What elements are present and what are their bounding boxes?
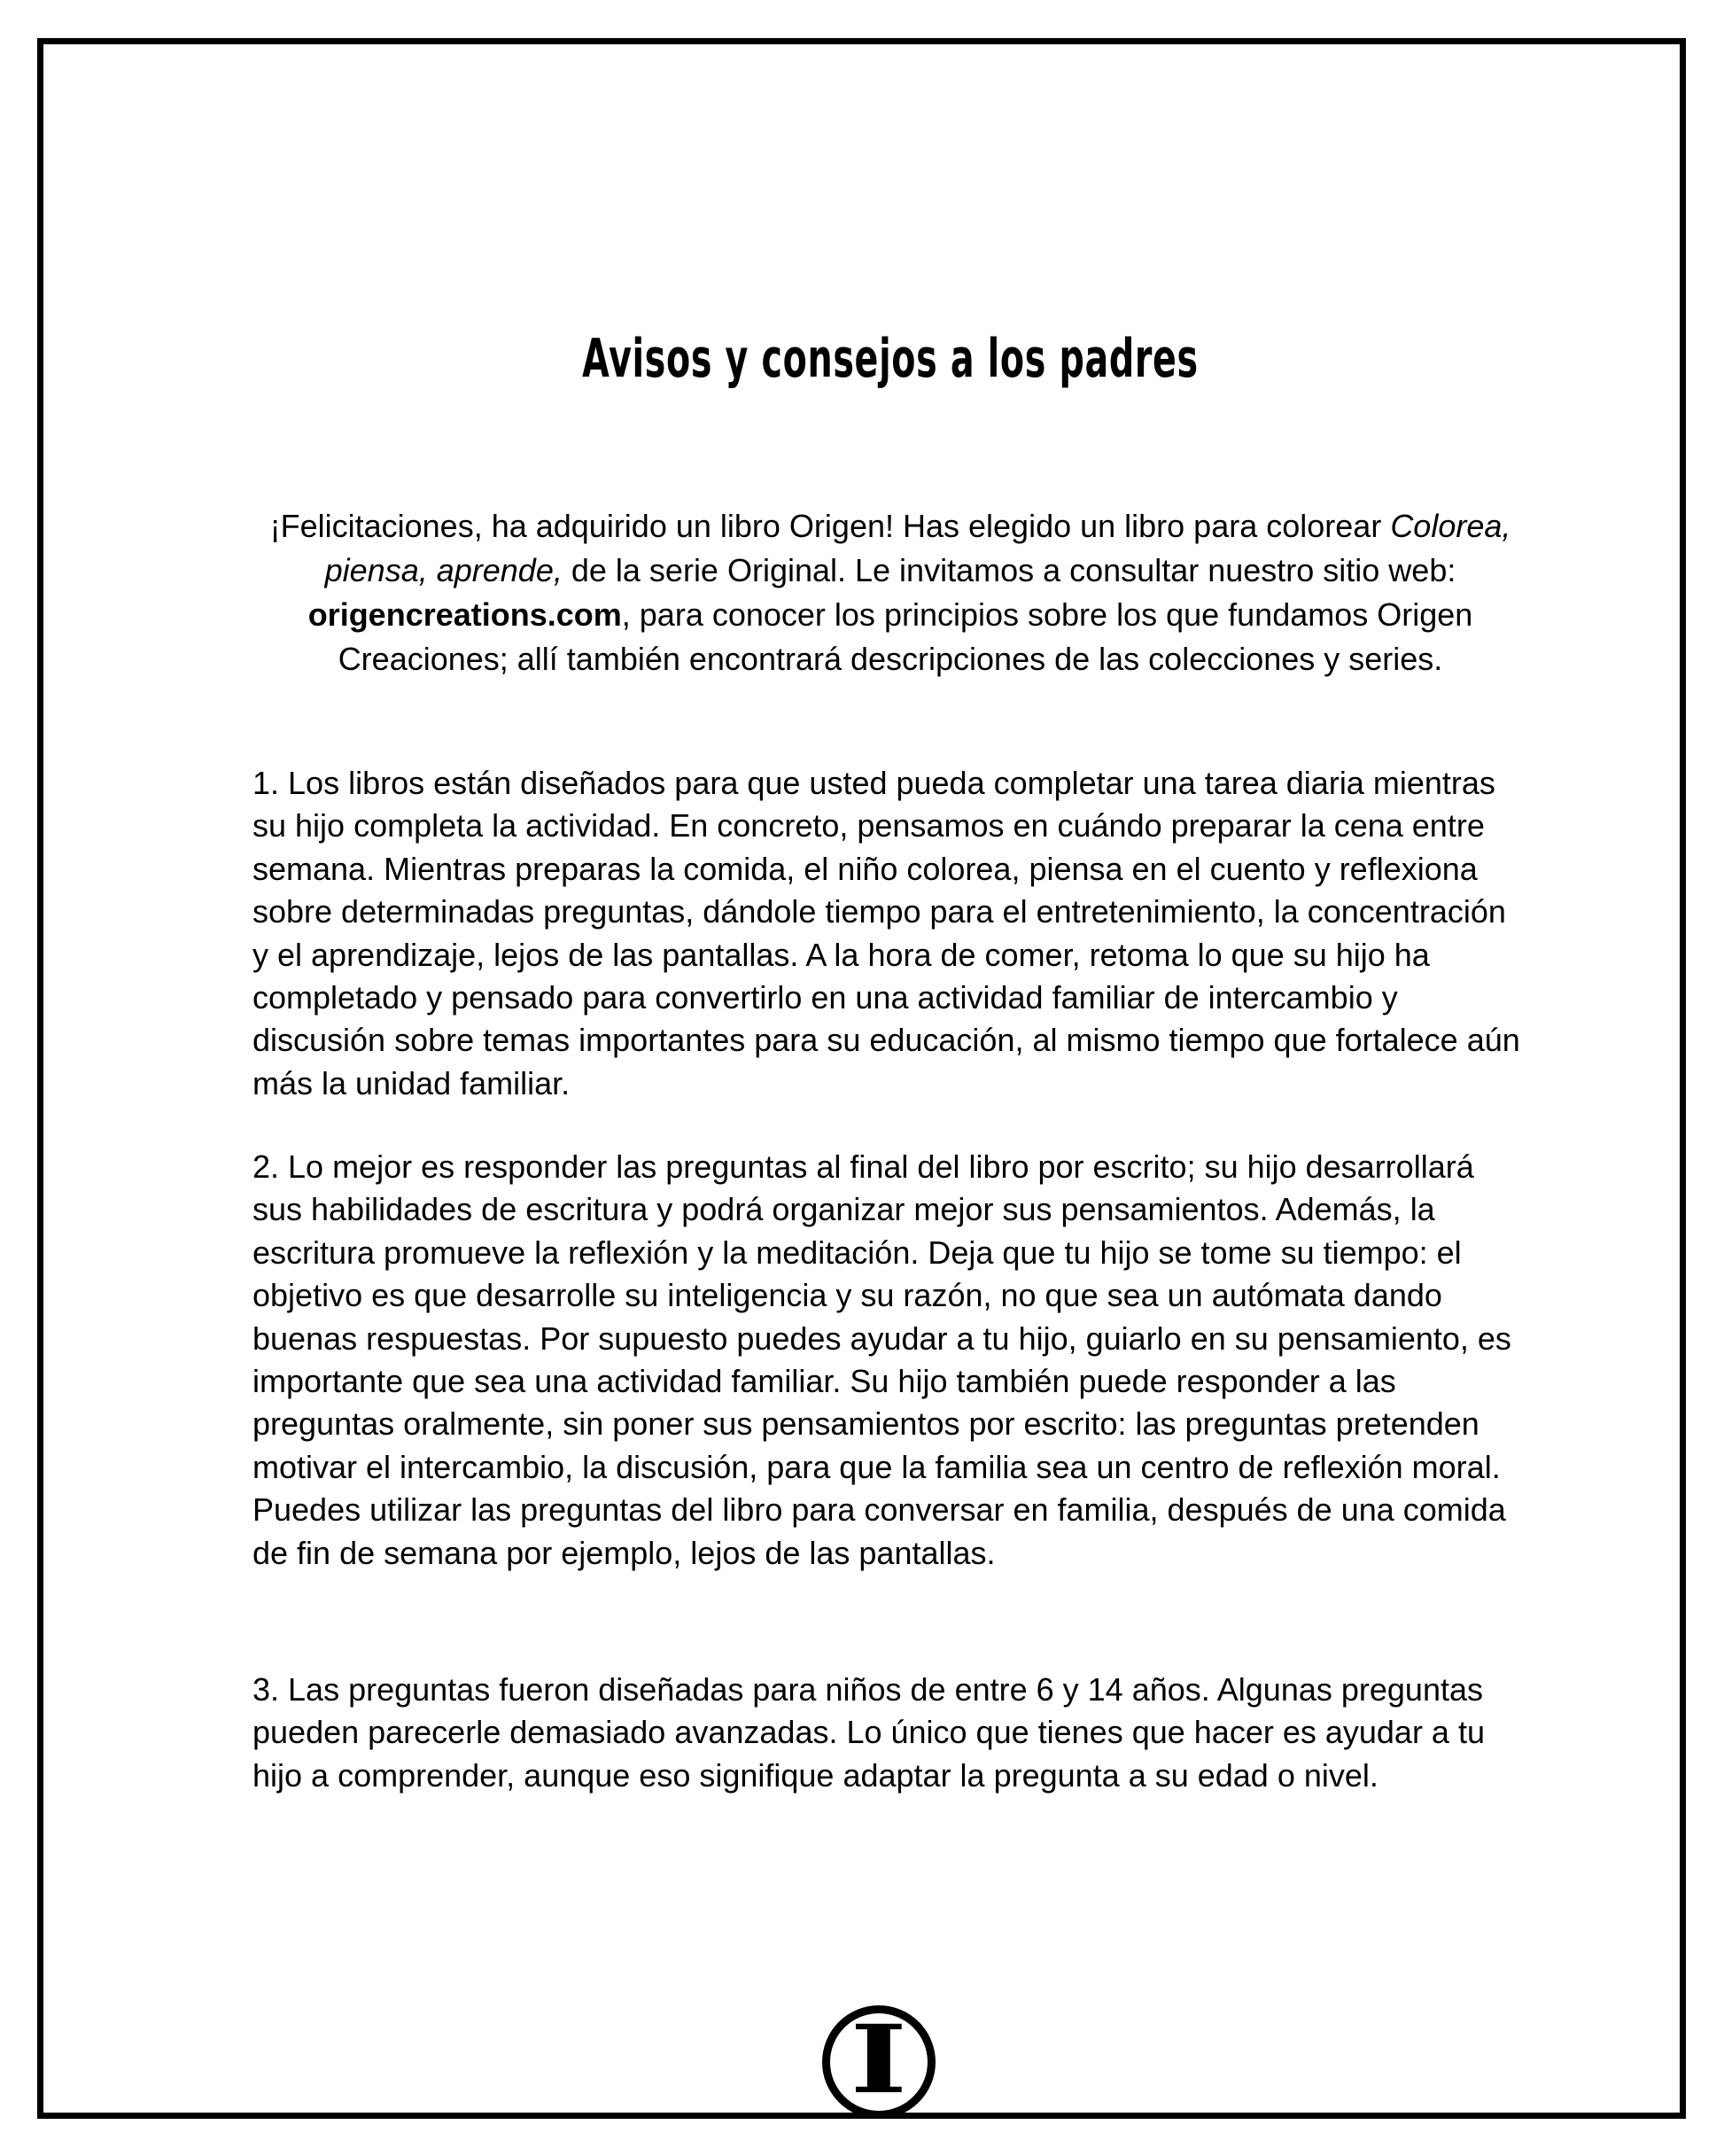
page-title-text: Avisos y consejos a los padres <box>582 328 1199 390</box>
website-url: origencreations.com <box>307 596 622 633</box>
intro-text-after-url: , para conocer los principios sobre los que fundamos Origen Creaciones; allí también encontrará descripciones de las colecciones y series. <box>338 596 1473 677</box>
numbered-paragraph-2: 2. Lo mejor es responder las preguntas al final del libro por escrito; su hijo desarrollará sus habilidades de escritura y podrá organizar mejor sus pensamientos. Además, la escritura promueve la reflexión y la meditación. Deja que tu hijo se tome su tiempo: el objetivo es que desarrolle su inteligencia y su razón, no que sea un autómata dando buenas respuestas. Por supuesto puedes ayudar a tu hijo, guiarlo en su pensamiento, es importante que sea una actividad familiar. Su hijo también puede responder a las preguntas oralmente, sin poner sus pensamientos por escrito: las preguntas pretenden motivar el intercambio, la discusión, para que la familia sea un centro de reflexión moral. Puedes utilizar las preguntas del libro para conversar en familia, después de una comida de fin de semana por ejemplo, lejos de las pantallas. <box>252 1148 1511 1571</box>
publisher-logo-letter: I <box>850 2004 908 2114</box>
intro-text-middle: de la serie Original. Le invitamos a consultar nuestro sitio web: <box>562 552 1456 588</box>
numbered-paragraph-3: 3. Las preguntas fueron diseñadas para niños de entre 6 y 14 años. Algunas preguntas pueden parecerle demasiado avanzadas. Lo único que tienes que hacer es ayudar a tu hijo a comprender, aunque eso signifique adaptar la pregunta a su edad o nivel. <box>252 1671 1485 1794</box>
intro-text-before-title: ¡Felicitaciones, ha adquirido un libro Origen! Has elegido un libro para colorear <box>269 508 1391 544</box>
book-title-italic: Colorea, piensa, aprende, <box>324 508 1511 588</box>
publisher-logo <box>822 2005 936 2119</box>
intro-paragraph <box>252 504 1528 681</box>
numbered-paragraph-1: 1. Los libros están diseñados para que usted pueda completar una tarea diaria mientras su hijo completa la actividad. En concreto, pensamos en cuándo preparar la cena entre semana. Mientras preparas la comida, el niño colorea, piensa en el cuento y reflexiona sobre determinadas preguntas, dándole tiempo para el entretenimiento, la concentración y el aprendizaje, lejos de las pantallas. A la hora de comer, retoma lo que su hijo ha completado y pensado para convertirlo en una actividad familiar de intercambio y discusión sobre temas importantes para su educación, al mismo tiempo que fortalece aún más la unidad familiar. <box>252 765 1520 1101</box>
page-title <box>252 328 1528 390</box>
